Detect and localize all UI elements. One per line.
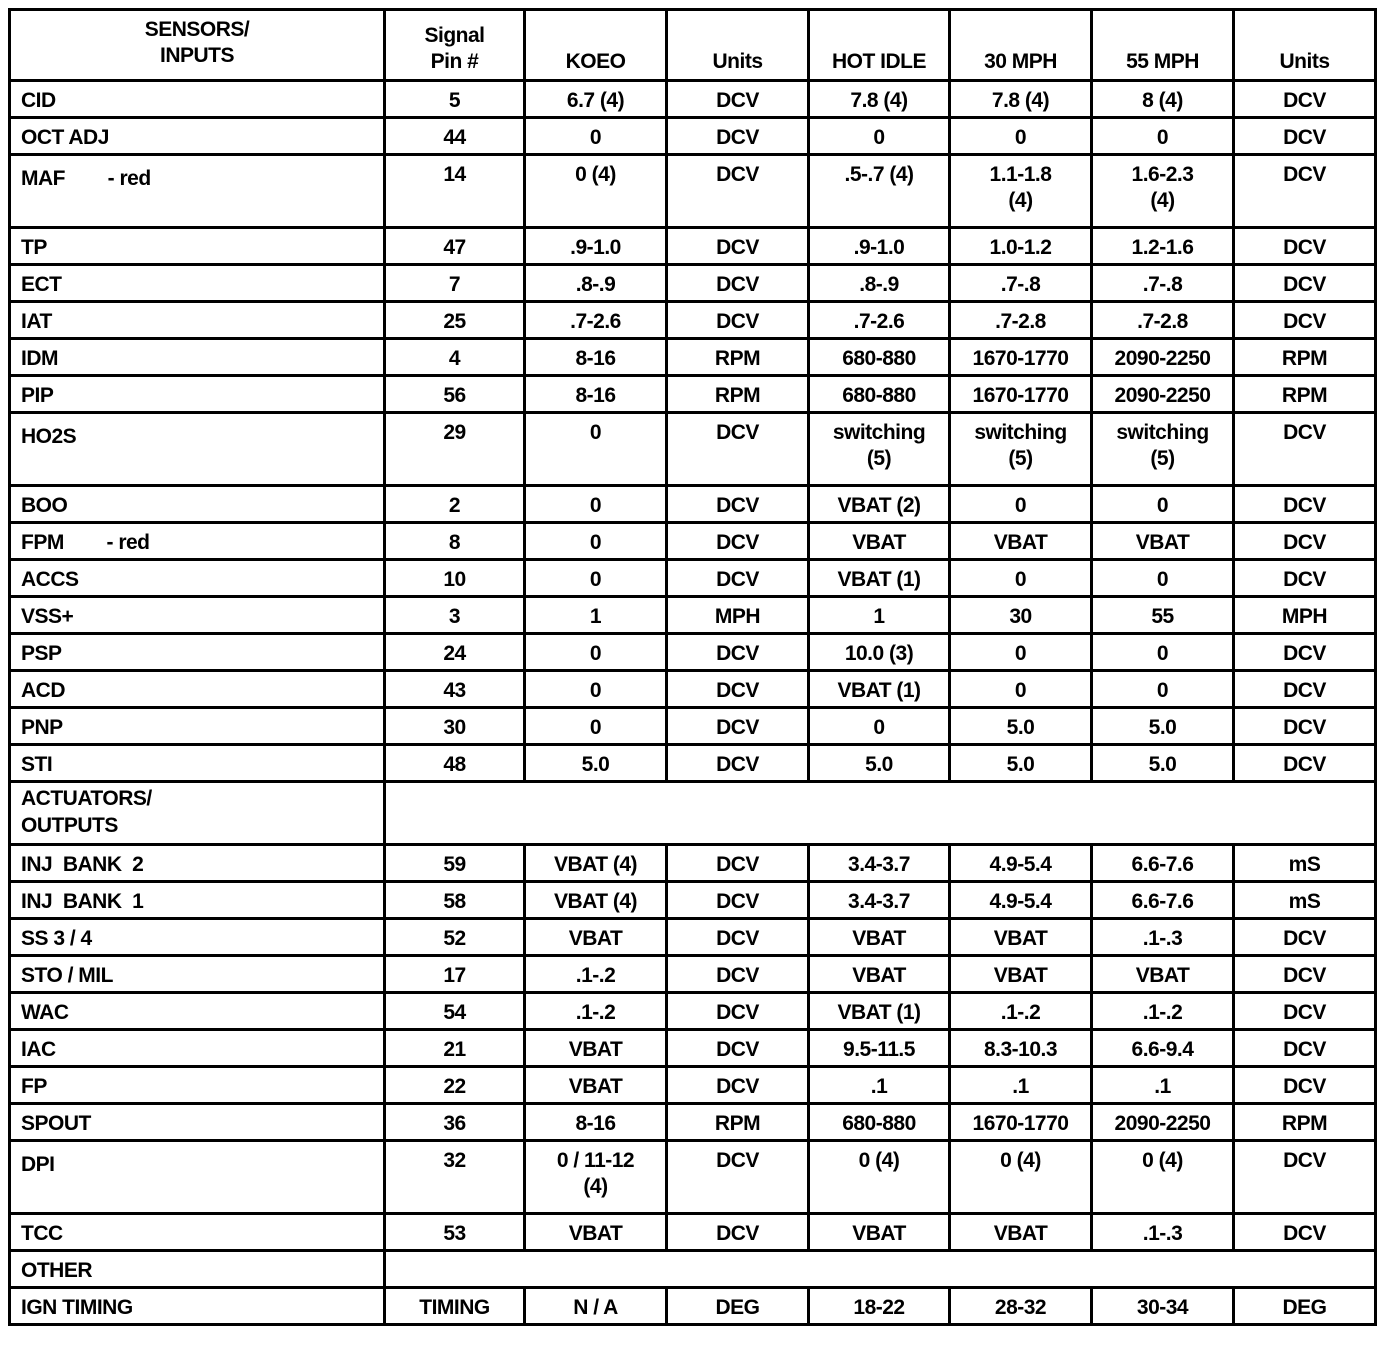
cell-signal-pin: 43 [385,671,525,708]
cell-signal-pin: 47 [385,228,525,265]
cell-units: RPM [667,339,809,376]
row-label: WAC [10,993,385,1030]
cell-30-mph: 28-32 [950,1288,1092,1325]
cell-55-mph: 0 [1092,671,1234,708]
cell-hot-idle: 680-880 [809,376,950,413]
cell-units-2: DCV [1234,81,1376,118]
header-row [10,10,1376,81]
cell-units-2: DCV [1234,956,1376,993]
cell-signal-pin: 52 [385,919,525,956]
cell-30-mph: .1 [950,1067,1092,1104]
section-row [10,1251,1376,1288]
cell-55-mph: 1.6-2.3 (4) [1092,155,1234,228]
cell-koeo: 6.7 (4) [525,81,667,118]
cell-units: DCV [667,845,809,882]
cell-koeo: .7-2.6 [525,302,667,339]
cell-hot-idle: VBAT (2) [809,486,950,523]
cell-koeo: VBAT [525,1030,667,1067]
cell-hot-idle: .9-1.0 [809,228,950,265]
cell-koeo: 8-16 [525,339,667,376]
row-label: ACTUATORS/ OUTPUTS [10,782,385,845]
cell-55-mph: 30-34 [1092,1288,1234,1325]
table-row [10,708,1376,745]
cell-hot-idle: .7-2.6 [809,302,950,339]
row-label: PNP [10,708,385,745]
cell-30-mph: 5.0 [950,708,1092,745]
cell-units: DCV [667,634,809,671]
cell-55-mph: 2090-2250 [1092,376,1234,413]
cell-units: DCV [667,745,809,782]
cell-koeo: 0 / 11-12 (4) [525,1141,667,1214]
row-label: INJ BANK 2 [10,845,385,882]
cell-55-mph: 1.2-1.6 [1092,228,1234,265]
table-row [10,155,1376,228]
table-row [10,1141,1376,1214]
cell-30-mph: VBAT [950,523,1092,560]
cell-hot-idle: 3.4-3.7 [809,845,950,882]
cell-55-mph: .7-.8 [1092,265,1234,302]
cell-units: DCV [667,155,809,228]
cell-55-mph: VBAT [1092,523,1234,560]
cell-55-mph: 8 (4) [1092,81,1234,118]
cell-30-mph: 1.0-1.2 [950,228,1092,265]
cell-hot-idle: 10.0 (3) [809,634,950,671]
cell-hot-idle: 680-880 [809,1104,950,1141]
cell-hot-idle: 7.8 (4) [809,81,950,118]
cell-units-2: DCV [1234,708,1376,745]
cell-units-2: RPM [1234,339,1376,376]
cell-hot-idle: 0 [809,708,950,745]
row-label: OCT ADJ [10,118,385,155]
header-sensor: SENSORS/ INPUTS [10,10,385,81]
cell-signal-pin: 48 [385,745,525,782]
cell-units: DCV [667,265,809,302]
cell-30-mph: 8.3-10.3 [950,1030,1092,1067]
cell-55-mph: .7-2.8 [1092,302,1234,339]
cell-units: DEG [667,1288,809,1325]
table-row [10,845,1376,882]
cell-30-mph: 0 [950,560,1092,597]
cell-55-mph: 6.6-9.4 [1092,1030,1234,1067]
table-row [10,560,1376,597]
cell-55-mph: VBAT [1092,956,1234,993]
table-row [10,919,1376,956]
cell-units-2: DCV [1234,228,1376,265]
cell-signal-pin: 53 [385,1214,525,1251]
cell-55-mph: 0 [1092,118,1234,155]
cell-units-2: DCV [1234,993,1376,1030]
cell-koeo: 0 (4) [525,155,667,228]
row-label: VSS+ [10,597,385,634]
cell-55-mph: 5.0 [1092,745,1234,782]
cell-hot-idle: 680-880 [809,339,950,376]
row-label: ACCS [10,560,385,597]
cell-units: RPM [667,376,809,413]
cell-hot-idle: 0 [809,118,950,155]
cell-koeo: N / A [525,1288,667,1325]
cell-hot-idle: VBAT (1) [809,993,950,1030]
cell-koeo: 0 [525,118,667,155]
cell-units-2: DCV [1234,1214,1376,1251]
cell-30-mph: 0 (4) [950,1141,1092,1214]
cell-hot-idle: VBAT [809,956,950,993]
cell-units-2: mS [1234,882,1376,919]
table-row [10,486,1376,523]
cell-koeo: 0 [525,413,667,486]
cell-koeo: VBAT [525,1214,667,1251]
table-row [10,634,1376,671]
cell-units: DCV [667,486,809,523]
row-label: FP [10,1067,385,1104]
cell-units-2: DCV [1234,155,1376,228]
cell-hot-idle: .5-.7 (4) [809,155,950,228]
cell-units: DCV [667,302,809,339]
cell-koeo: 0 [525,634,667,671]
cell-55-mph: 2090-2250 [1092,339,1234,376]
cell-units: RPM [667,1104,809,1141]
cell-koeo: .8-.9 [525,265,667,302]
cell-signal-pin: 3 [385,597,525,634]
header-30-mph: 30 MPH [950,10,1092,81]
cell-signal-pin: 10 [385,560,525,597]
cell-koeo: 1 [525,597,667,634]
cell-units-2: DCV [1234,634,1376,671]
cell-30-mph: 0 [950,671,1092,708]
header-koeo: KOEO [525,10,667,81]
cell-55-mph: 0 [1092,560,1234,597]
row-label: BOO [10,486,385,523]
table-row [10,671,1376,708]
cell-koeo: VBAT [525,1067,667,1104]
cell-koeo: .1-.2 [525,956,667,993]
cell-signal-pin: 32 [385,1141,525,1214]
cell-units: DCV [667,993,809,1030]
table-row [10,1214,1376,1251]
cell-units-2: DCV [1234,413,1376,486]
cell-signal-pin: 54 [385,993,525,1030]
table-row [10,993,1376,1030]
cell-30-mph: VBAT [950,956,1092,993]
row-label: SPOUT [10,1104,385,1141]
cell-55-mph: .1-.3 [1092,919,1234,956]
row-label: CID [10,81,385,118]
cell-units-2: DCV [1234,523,1376,560]
cell-30-mph: switching (5) [950,413,1092,486]
row-label: INJ BANK 1 [10,882,385,919]
section-blank-cell [385,782,1376,845]
cell-hot-idle: VBAT (1) [809,560,950,597]
cell-koeo: 0 [525,486,667,523]
cell-55-mph: 6.6-7.6 [1092,882,1234,919]
cell-signal-pin: 8 [385,523,525,560]
cell-30-mph: 1670-1770 [950,376,1092,413]
table-row [10,81,1376,118]
cell-units-2: DCV [1234,265,1376,302]
cell-55-mph: 0 [1092,634,1234,671]
row-label: IGN TIMING [10,1288,385,1325]
cell-units-2: DCV [1234,745,1376,782]
cell-hot-idle: VBAT [809,919,950,956]
cell-hot-idle: 5.0 [809,745,950,782]
table-row [10,376,1376,413]
cell-hot-idle: 9.5-11.5 [809,1030,950,1067]
cell-30-mph: 7.8 (4) [950,81,1092,118]
cell-koeo: 8-16 [525,1104,667,1141]
cell-units: DCV [667,919,809,956]
row-label: IAC [10,1030,385,1067]
cell-units-2: DCV [1234,1030,1376,1067]
cell-55-mph: 0 [1092,486,1234,523]
cell-signal-pin: 2 [385,486,525,523]
cell-units: DCV [667,1030,809,1067]
sensor-values-table [8,8,1377,1326]
cell-30-mph: .7-.8 [950,265,1092,302]
row-label: MAF - red [10,155,385,228]
cell-units-2: DCV [1234,671,1376,708]
cell-units: DCV [667,1067,809,1104]
cell-hot-idle: VBAT [809,1214,950,1251]
cell-signal-pin: 24 [385,634,525,671]
cell-hot-idle: 1 [809,597,950,634]
header-55-mph: 55 MPH [1092,10,1234,81]
cell-units: DCV [667,560,809,597]
row-label: OTHER [10,1251,385,1288]
cell-koeo: 8-16 [525,376,667,413]
cell-koeo: 0 [525,671,667,708]
header-units: Units [667,10,809,81]
cell-55-mph: 6.6-7.6 [1092,845,1234,882]
cell-koeo: VBAT (4) [525,882,667,919]
cell-units: DCV [667,671,809,708]
cell-30-mph: 1.1-1.8 (4) [950,155,1092,228]
cell-units: DCV [667,413,809,486]
row-label: PSP [10,634,385,671]
cell-30-mph: .7-2.8 [950,302,1092,339]
cell-30-mph: VBAT [950,1214,1092,1251]
cell-55-mph: 2090-2250 [1092,1104,1234,1141]
cell-units-2: DCV [1234,118,1376,155]
cell-hot-idle: 0 (4) [809,1141,950,1214]
cell-30-mph: 4.9-5.4 [950,845,1092,882]
cell-koeo: 0 [525,708,667,745]
cell-koeo: VBAT (4) [525,845,667,882]
cell-hot-idle: switching (5) [809,413,950,486]
cell-55-mph: switching (5) [1092,413,1234,486]
cell-koeo: 0 [525,523,667,560]
cell-hot-idle: VBAT (1) [809,671,950,708]
cell-koeo: .9-1.0 [525,228,667,265]
table-row [10,882,1376,919]
cell-55-mph: 55 [1092,597,1234,634]
cell-55-mph: .1-.2 [1092,993,1234,1030]
cell-hot-idle: .1 [809,1067,950,1104]
row-label: IDM [10,339,385,376]
cell-units: DCV [667,523,809,560]
table-row [10,413,1376,486]
table-row [10,339,1376,376]
cell-koeo: 0 [525,560,667,597]
cell-30-mph: 0 [950,486,1092,523]
row-label: STI [10,745,385,782]
cell-signal-pin: 22 [385,1067,525,1104]
cell-units: DCV [667,228,809,265]
row-label: TCC [10,1214,385,1251]
header-hot-idle: HOT IDLE [809,10,950,81]
cell-signal-pin: 56 [385,376,525,413]
cell-hot-idle: 18-22 [809,1288,950,1325]
cell-units-2: mS [1234,845,1376,882]
row-label: HO2S [10,413,385,486]
cell-koeo: .1-.2 [525,993,667,1030]
cell-30-mph: 1670-1770 [950,339,1092,376]
cell-units-2: DCV [1234,1141,1376,1214]
table-row [10,597,1376,634]
cell-55-mph: .1 [1092,1067,1234,1104]
cell-units: DCV [667,1214,809,1251]
cell-units-2: DCV [1234,919,1376,956]
section-blank-cell [385,1251,1376,1288]
cell-signal-pin: 44 [385,118,525,155]
cell-units: DCV [667,708,809,745]
header-units-2: Units [1234,10,1376,81]
table-row [10,745,1376,782]
cell-units-2: RPM [1234,1104,1376,1141]
cell-units: DCV [667,1141,809,1214]
cell-signal-pin: 59 [385,845,525,882]
cell-signal-pin: 14 [385,155,525,228]
table-row [10,1067,1376,1104]
cell-signal-pin: 29 [385,413,525,486]
cell-30-mph: .1-.2 [950,993,1092,1030]
table-row [10,956,1376,993]
cell-55-mph: .1-.3 [1092,1214,1234,1251]
cell-units-2: DCV [1234,560,1376,597]
cell-signal-pin: 21 [385,1030,525,1067]
table-row [10,1288,1376,1325]
table-row [10,118,1376,155]
row-label: ACD [10,671,385,708]
cell-units-2: DEG [1234,1288,1376,1325]
cell-signal-pin: 36 [385,1104,525,1141]
cell-units-2: MPH [1234,597,1376,634]
cell-units-2: DCV [1234,1067,1376,1104]
cell-signal-pin: 58 [385,882,525,919]
table-row [10,228,1376,265]
cell-30-mph: 5.0 [950,745,1092,782]
cell-hot-idle: VBAT [809,523,950,560]
cell-units: DCV [667,956,809,993]
cell-30-mph: 30 [950,597,1092,634]
cell-hot-idle: .8-.9 [809,265,950,302]
row-label: ECT [10,265,385,302]
row-label: STO / MIL [10,956,385,993]
row-label: FPM - red [10,523,385,560]
cell-55-mph: 0 (4) [1092,1141,1234,1214]
cell-signal-pin: TIMING [385,1288,525,1325]
row-label: IAT [10,302,385,339]
cell-signal-pin: 25 [385,302,525,339]
cell-koeo: 5.0 [525,745,667,782]
cell-signal-pin: 30 [385,708,525,745]
cell-30-mph: VBAT [950,919,1092,956]
cell-koeo: VBAT [525,919,667,956]
cell-30-mph: 4.9-5.4 [950,882,1092,919]
table-row [10,523,1376,560]
cell-hot-idle: 3.4-3.7 [809,882,950,919]
table-row [10,1030,1376,1067]
cell-units: DCV [667,118,809,155]
section-row [10,782,1376,845]
cell-units: MPH [667,597,809,634]
cell-30-mph: 0 [950,118,1092,155]
row-label: PIP [10,376,385,413]
row-label: DPI [10,1141,385,1214]
cell-signal-pin: 4 [385,339,525,376]
cell-units: DCV [667,81,809,118]
cell-55-mph: 5.0 [1092,708,1234,745]
row-label: SS 3 / 4 [10,919,385,956]
cell-units-2: DCV [1234,486,1376,523]
cell-signal-pin: 5 [385,81,525,118]
cell-30-mph: 1670-1770 [950,1104,1092,1141]
table-row [10,1104,1376,1141]
row-label: TP [10,228,385,265]
cell-30-mph: 0 [950,634,1092,671]
cell-units: DCV [667,882,809,919]
table-row [10,302,1376,339]
cell-units-2: DCV [1234,302,1376,339]
table-row [10,265,1376,302]
header-signal-pin: Signal Pin # [385,10,525,81]
cell-units-2: RPM [1234,376,1376,413]
cell-signal-pin: 7 [385,265,525,302]
cell-signal-pin: 17 [385,956,525,993]
